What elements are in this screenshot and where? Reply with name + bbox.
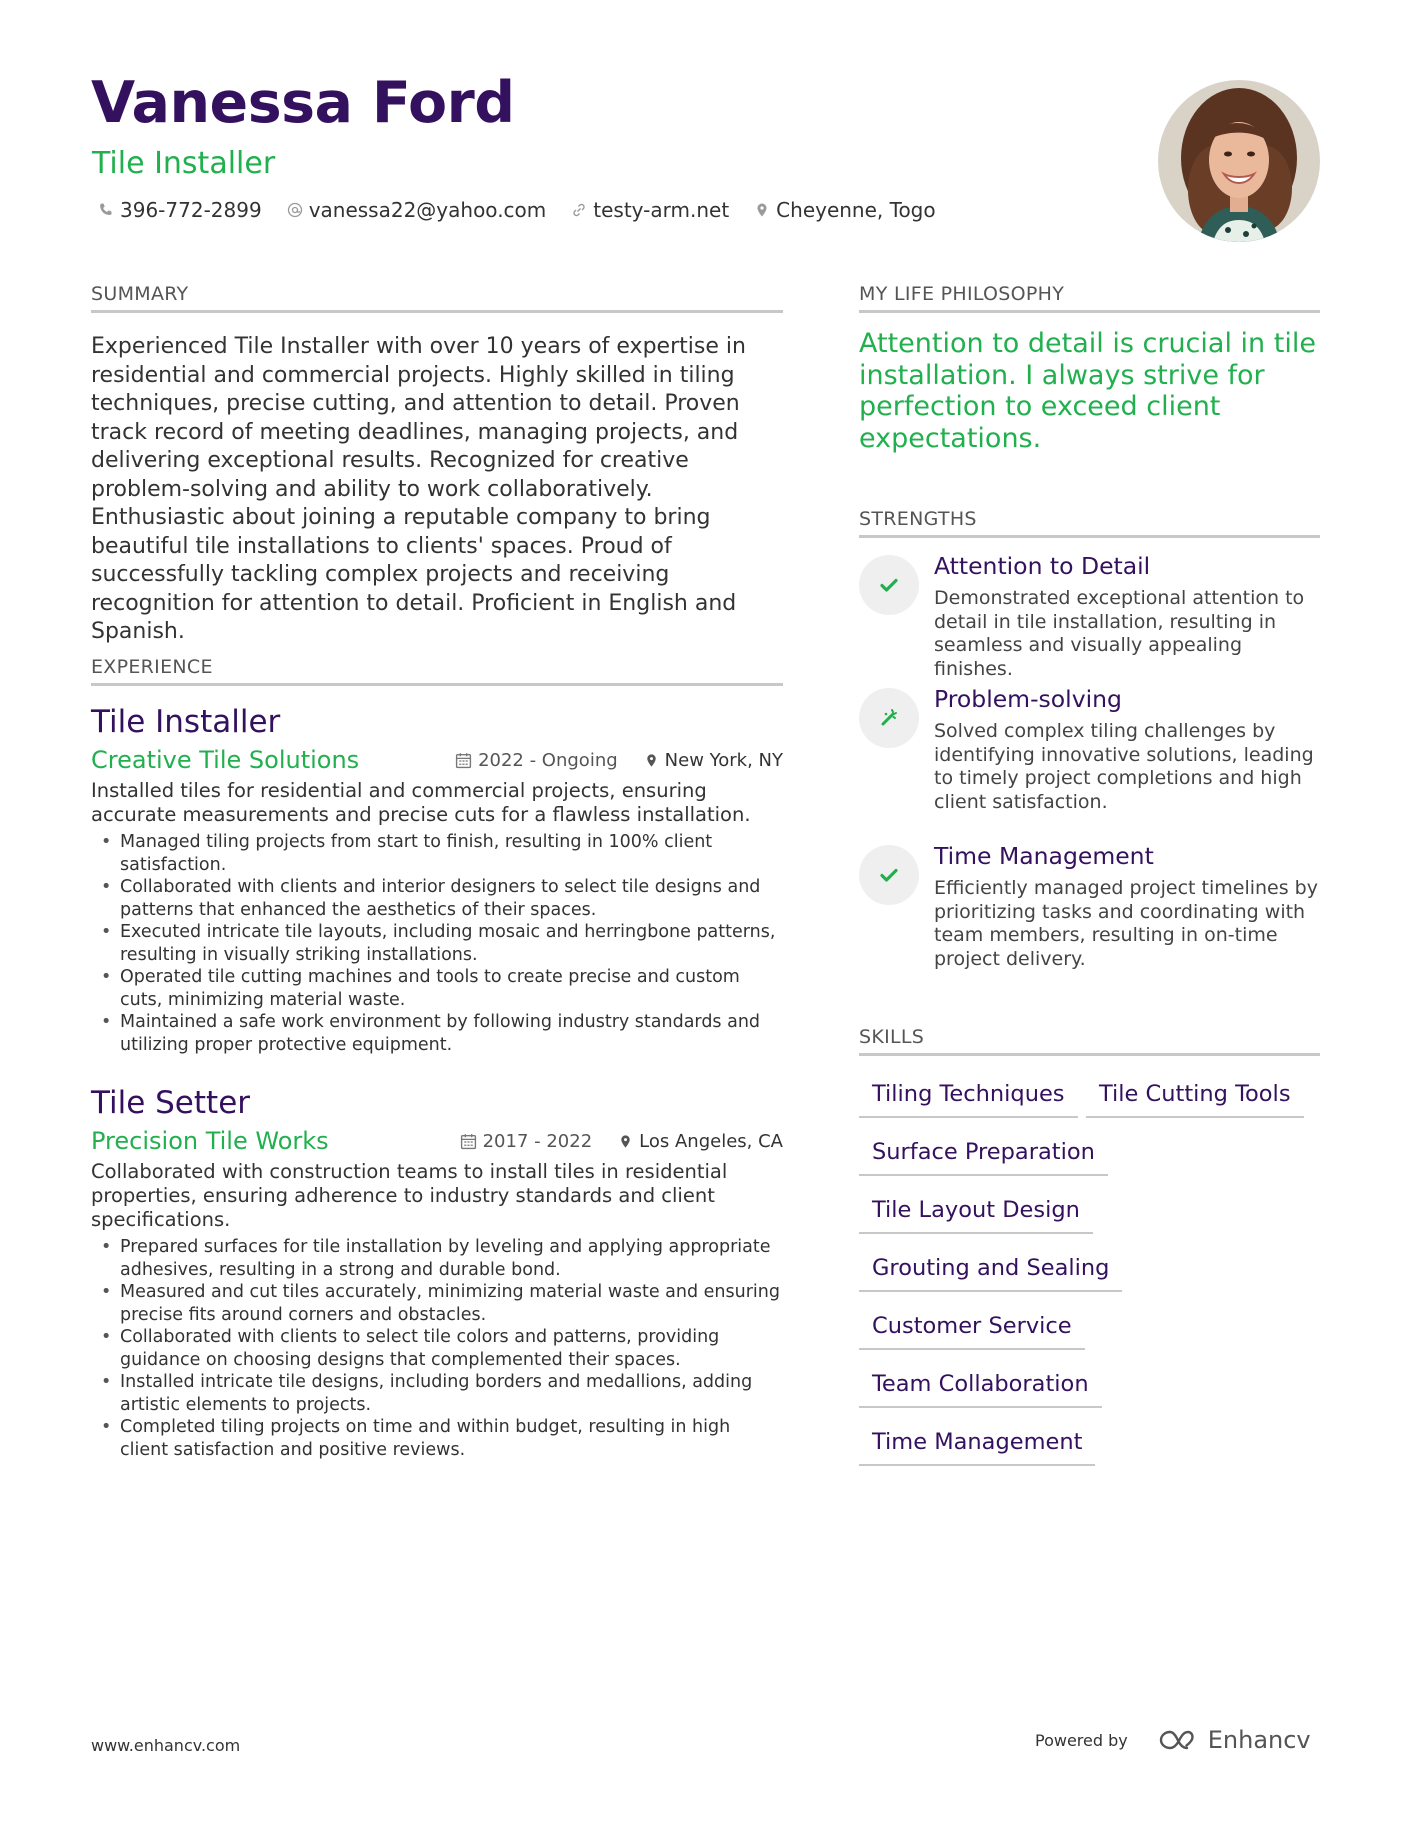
map-pin-icon [644, 752, 659, 769]
job-title: Tile Installer [91, 704, 281, 740]
calendar-icon [455, 752, 472, 769]
list-item: • Operated tile cutting machines and tools to create precise and custom cuts, minimizing material waste. [91, 966, 783, 1011]
strength-title: Attention to Detail [934, 552, 1151, 580]
strength-description: Demonstrated exceptional attention to detail in tile installation, resulting in seamless and visually appealing finishes. [934, 587, 1305, 680]
summary-heading: SUMMARY [91, 283, 783, 313]
list-item: • Executed intricate tile layouts, including mosaic and herringbone patterns, resulting in visually striking installations. [91, 921, 783, 966]
strengths-heading: STRENGTHS [859, 508, 1320, 538]
job-description: Collaborated with construction teams to install tiles in residential properties, ensuring adherence to industry standards and client specifications. [91, 1160, 728, 1231]
job-meta [434, 1131, 783, 1152]
job-location-text: Los Angeles, CA [639, 1130, 783, 1152]
enhancv-logo-icon [1154, 1727, 1202, 1753]
strength-description: Solved complex tiling challenges by identifying innovative solutions, leading to timely project completions and high client satisfaction. [934, 720, 1314, 813]
skill-tag: Surface Preparation [859, 1139, 1108, 1176]
job-info-row [91, 746, 783, 774]
avatar-illustration [1158, 80, 1320, 242]
contact-phone[interactable] [98, 198, 262, 222]
skill-tag: Tile Cutting Tools [1086, 1081, 1304, 1118]
phone-text: 396-772-2899 [120, 198, 262, 222]
link-icon [571, 202, 587, 218]
candidate-title: Tile Installer [92, 146, 276, 181]
contact-location [754, 198, 935, 222]
check-icon [859, 555, 919, 615]
contact-website[interactable] [571, 198, 729, 222]
skill-tag: Grouting and Sealing [859, 1255, 1122, 1292]
email-text: vanessa22@yahoo.com [308, 198, 547, 222]
list-item: • Collaborated with clients to select tile colors and patterns, providing guidance on choosing designs that complemented their spaces. [91, 1326, 783, 1371]
skills-heading: SKILLS [859, 1026, 1320, 1056]
job-description: Installed tiles for residential and commercial projects, ensuring accurate measurements and precise cuts for a flawless installation. [91, 779, 751, 826]
philosophy-heading: MY LIFE PHILOSOPHY [859, 283, 1320, 313]
job-dates-text: 2017 - 2022 [482, 1130, 593, 1152]
philosophy-text: Attention to detail is crucial in tile installation. I always strive for perfection to exceed client expectations. [859, 328, 1316, 454]
map-pin-icon [754, 202, 770, 218]
list-item: • Collaborated with clients and interior designers to select tile designs and patterns that enhanced the aesthetics of their spaces. [91, 876, 783, 921]
job-dates [455, 750, 618, 771]
experience-heading: EXPERIENCE [91, 656, 783, 686]
calendar-icon [460, 1133, 477, 1150]
skill-tag: Tile Layout Design [859, 1197, 1093, 1234]
job-location [644, 750, 783, 771]
company-name: Precision Tile Works [91, 1127, 329, 1155]
footer-website[interactable]: www.enhancv.com [91, 1736, 241, 1755]
job-dates [460, 1131, 593, 1152]
list-item: • Installed intricate tile designs, including borders and medallions, adding artistic elements to projects. [91, 1371, 783, 1416]
list-item: • Measured and cut tiles accurately, minimizing material waste and ensuring precise fits around corners and obstacles. [91, 1281, 783, 1326]
map-pin-icon [618, 1133, 633, 1150]
list-item: • Maintained a safe work environment by following industry standards and utilizing proper protective equipment. [91, 1011, 783, 1056]
skill-tag: Customer Service [859, 1313, 1085, 1350]
contact-bar [98, 198, 961, 222]
powered-by-label: Powered by [1035, 1730, 1128, 1750]
job-bullets [91, 831, 783, 1056]
job-location-text: New York, NY [664, 749, 783, 771]
job-meta [429, 750, 783, 771]
strength-title: Time Management [934, 842, 1154, 870]
job-info-row [91, 1127, 783, 1155]
contact-email[interactable] [287, 198, 547, 222]
job-location [618, 1131, 783, 1152]
job-title: Tile Setter [91, 1085, 251, 1121]
candidate-name: Vanessa Ford [91, 70, 515, 136]
list-item: • Managed tiling projects from start to finish, resulting in 100% client satisfaction. [91, 831, 783, 876]
website-text: testy-arm.net [593, 198, 730, 222]
phone-icon [98, 202, 114, 218]
brand-logo[interactable] [1154, 1726, 1311, 1754]
wand-icon [859, 688, 919, 748]
list-item: • Prepared surfaces for tile installation by leveling and applying appropriate adhesives, resulting in a strong and durable bond. [91, 1236, 783, 1281]
strength-description: Efficiently managed project timelines by prioritizing tasks and coordinating with team members, resulting in on-time project delivery. [934, 877, 1318, 970]
company-name: Creative Tile Solutions [91, 746, 360, 774]
brand-name: Enhancv [1207, 1726, 1311, 1754]
skill-tag: Tiling Techniques [859, 1081, 1078, 1118]
list-item: • Completed tiling projects on time and within budget, resulting in high client satisfaction and positive reviews. [91, 1416, 783, 1461]
skill-tag: Team Collaboration [859, 1371, 1102, 1408]
job-bullets [91, 1236, 783, 1461]
profile-photo [1158, 80, 1320, 242]
at-icon [287, 202, 303, 218]
footer-branding [1035, 1726, 1311, 1754]
job-dates-text: 2022 - Ongoing [478, 749, 618, 771]
location-text: Cheyenne, Togo [776, 198, 936, 222]
skill-tag: Time Management [859, 1429, 1095, 1466]
strength-title: Problem-solving [934, 685, 1122, 713]
summary-text: Experienced Tile Installer with over 10 years of expertise in residential and commercial projects. Highly skilled in tiling techniques, precise cutting, and attention to detail. Proven track record of meeting deadlines, managing projects, and delivering exceptional results. Recognized for creative problem-solving and ability to work collaboratively. Enthusiastic about joining a reputable company to bring beautiful tile installations to clients' spaces. Proud of successfully tackling complex projects and receiving recognition for attention to detail. Proficient in English and Spanish. [91, 334, 746, 644]
check-icon [859, 845, 919, 905]
